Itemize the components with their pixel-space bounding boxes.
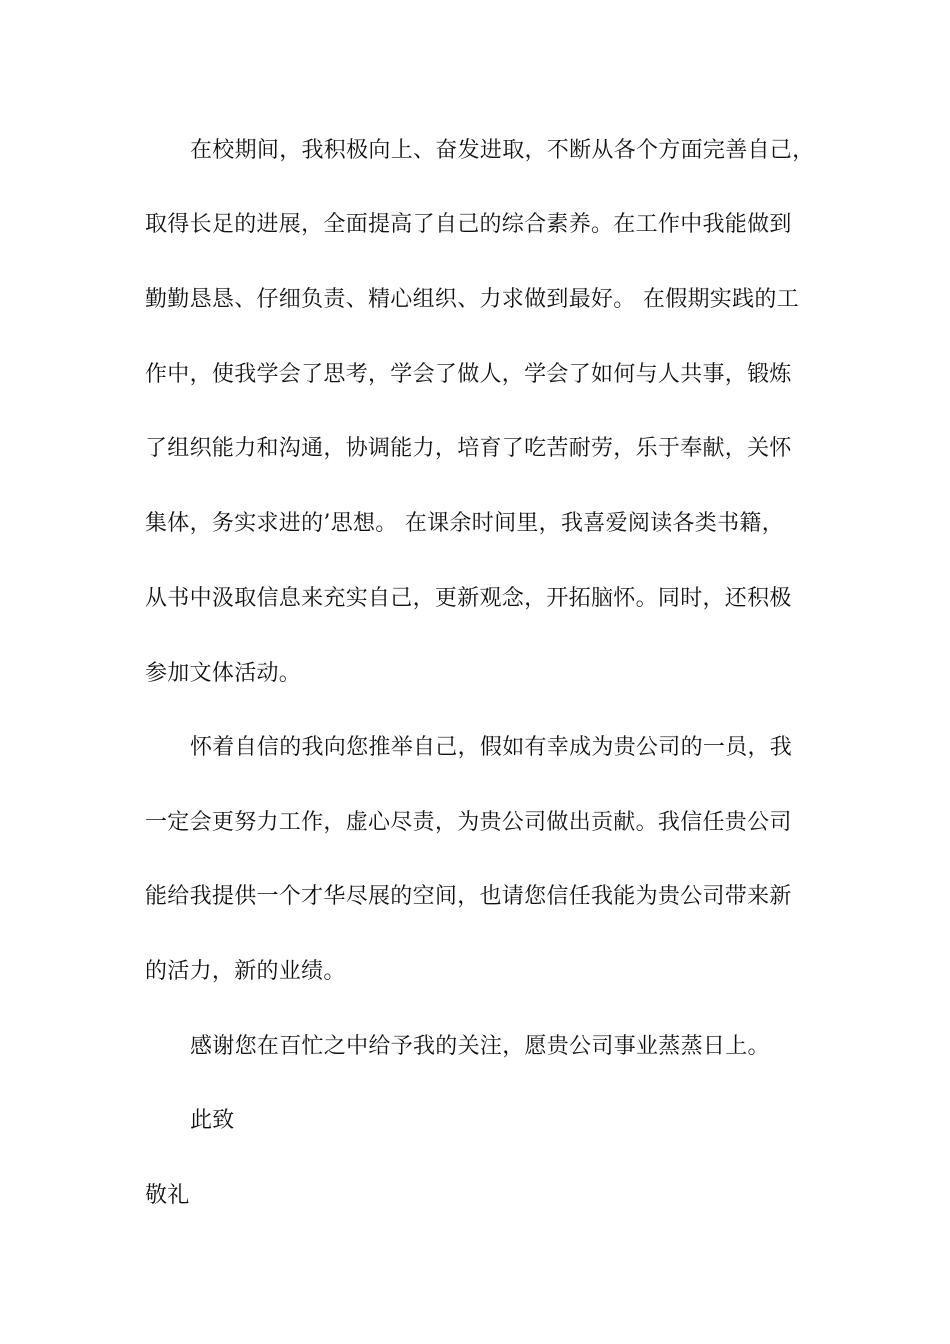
paragraph-1-line-2: 取得长足的进展，全面提高了自己的综合素养。在工作中我能做到 (145, 212, 792, 237)
paragraph-3-line-1: 感谢您在百忙之中给予我的关注，愿贵公司事业蒸蒸日上。 (190, 1034, 770, 1059)
paragraph-2-line-2: 一定会更努力工作，虚心尽责，为贵公司做出贡献。我信任贵公司 (145, 810, 792, 835)
paragraph-2-line-1: 怀着自信的我向您推举自己，假如有幸成为贵公司的一员，我 (190, 735, 793, 760)
paragraph-1-line-8: 参加文体活动。 (145, 661, 302, 686)
closing-regards: 敬礼 (145, 1183, 190, 1208)
paragraph-1-line-7: 从书中汲取信息来充实自己，更新观念，开拓脑怀。同时，还积极 (145, 586, 792, 611)
closing-salutation: 此致 (190, 1108, 235, 1133)
paragraph-1-line-4: 作中，使我学会了思考，学会了做人，学会了如何与人共事，锻炼 (145, 362, 792, 387)
paragraph-1-line-6: 集体，务实求进的’思想。 在课余时间里，我喜爱阅读各类书籍， (145, 511, 784, 536)
paragraph-2-line-4: 的活力，新的业绩。 (145, 959, 346, 984)
paragraph-1-line-1: 在校期间，我积极向上、奋发进取，不断从各个方面完善自己， (190, 138, 815, 163)
paragraph-1-line-3: 勤勤恳恳、仔细负责、精心组织、力求做到最好。 在假期实践的工 (145, 287, 799, 312)
paragraph-1-line-5: 了组织能力和沟通，协调能力，培育了吃苦耐劳，乐于奉献，关怀 (145, 436, 792, 461)
paragraph-2-line-3: 能给我提供一个才华尽展的空间，也请您信任我能为贵公司带来新 (145, 884, 792, 909)
